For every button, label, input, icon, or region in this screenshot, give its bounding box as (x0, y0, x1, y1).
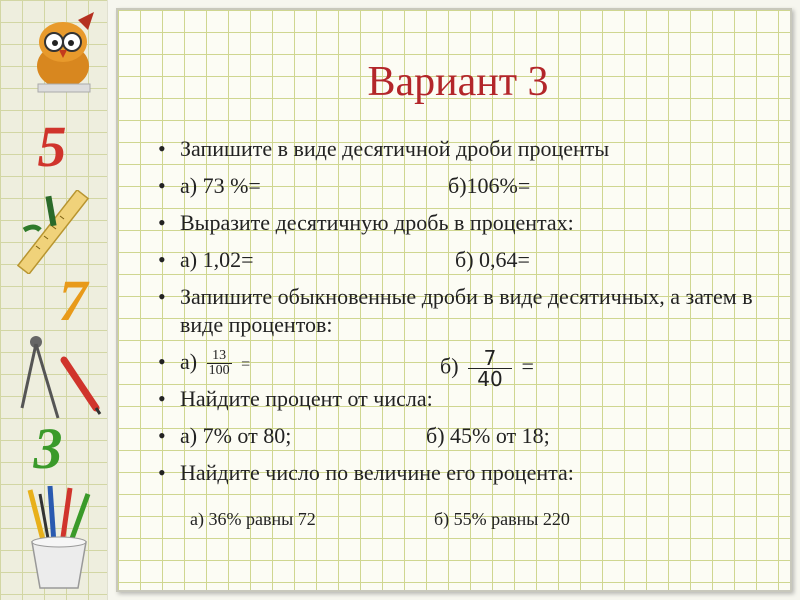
list-item (158, 246, 758, 274)
item-a: а) 7% от 80; (180, 423, 292, 448)
fraction-b-label: б) (440, 353, 459, 379)
digit-3: 3 (33, 418, 63, 478)
compass-icon (14, 330, 106, 426)
list-item (158, 172, 758, 200)
fraction-b-group (440, 348, 534, 389)
item-a: а) 1,02= (180, 247, 254, 272)
sub-item-b: б) 55% равны 220 (434, 509, 570, 529)
list-item (158, 422, 758, 450)
item-a: а) 73 %= (180, 173, 261, 198)
sub-item-a: а) 36% равны 72 (190, 509, 316, 529)
item-text: Выразите десятичную дробь в процентах: (180, 210, 574, 235)
item-b: б) 45% от 18; (426, 423, 550, 448)
list-item (158, 135, 758, 163)
item-text: Запишите в виде десятичной дроби проценты (180, 136, 610, 161)
fraction-a-equals: = (241, 356, 251, 373)
list-item (158, 385, 758, 413)
fraction-b (468, 348, 512, 389)
item-text: Запишите обыкновенные дроби в виде десятичных, а затем в виде процентов: (180, 284, 753, 337)
fraction-b-numerator: 7 (468, 348, 512, 369)
item-text: Найдите число по величине его процента: (180, 460, 574, 485)
fraction-a-numerator: 13 (207, 349, 232, 364)
digit-7: 7 (58, 270, 88, 330)
item-b: б)106%= (448, 173, 531, 198)
slide-title: Вариант 3 (367, 59, 549, 105)
fraction-b-denominator: 40 (477, 367, 503, 391)
fraction-a-label: а) (180, 349, 198, 374)
pencil-cup-icon (14, 484, 104, 594)
list-item (158, 209, 758, 237)
digit-7-icon (48, 270, 98, 330)
item-text: Найдите процент от числа: (180, 386, 433, 411)
task-list (158, 135, 758, 496)
fraction-a-denominator: 100 (208, 363, 230, 379)
list-item (158, 283, 758, 339)
ruler-icon (14, 190, 96, 274)
list-item (158, 459, 758, 487)
item-b: б) 0,64= (455, 247, 530, 272)
fraction-a (207, 349, 232, 378)
fraction-b-equals: = (521, 353, 534, 379)
digit-5-icon (22, 118, 82, 178)
list-item (158, 346, 758, 391)
digit-5: 5 (37, 118, 67, 178)
digit-3-icon (18, 418, 78, 478)
